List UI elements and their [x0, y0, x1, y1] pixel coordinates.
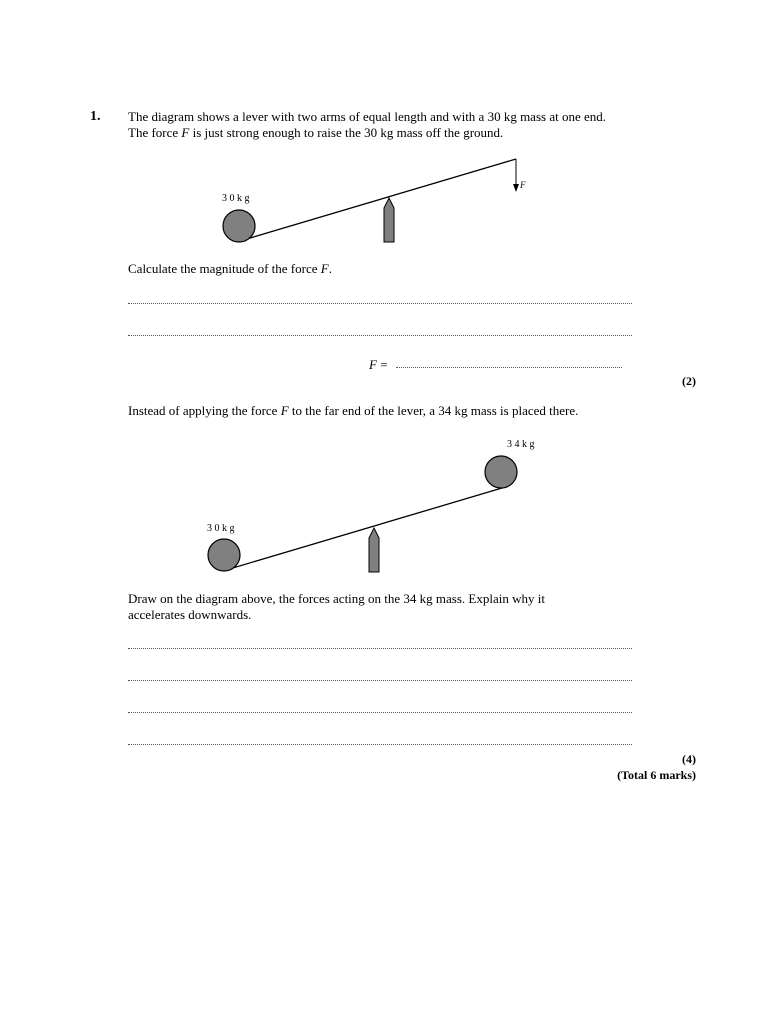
lever-beam [240, 159, 516, 241]
answer-line[interactable] [128, 680, 632, 681]
force-label: F [520, 180, 526, 190]
force-arrow-head [513, 184, 519, 192]
answer-line[interactable] [128, 744, 632, 745]
mass-label-30kg: 3 0 k g [207, 523, 235, 534]
force-variable: F [181, 125, 190, 140]
equals-sign: = [376, 357, 388, 372]
mass-label-30kg: 3 0 k g [222, 193, 250, 204]
intro-text: Instead of applying the force [128, 403, 281, 418]
intro-text: The force [128, 125, 182, 140]
total-marks: (Total 6 marks) [617, 768, 696, 782]
intro-line-1: The diagram shows a lever with two arms of equal length and with a 30 kg mass at one end. [128, 109, 606, 124]
pivot [384, 198, 394, 242]
question-number: 1. [90, 109, 101, 124]
answer-field[interactable] [396, 367, 622, 368]
prompt-line-1: Draw on the diagram above, the forces acting on the 34 kg mass. Explain why it [128, 591, 545, 606]
intro-text-end: to the far end of the lever, a 34 kg mass is placed there. [288, 403, 579, 418]
answer-line[interactable] [128, 335, 632, 336]
answer-line[interactable] [128, 648, 632, 649]
part-b-prompt [128, 591, 688, 623]
force-variable: F [320, 261, 329, 276]
prompt-line-2: accelerates downwards. [128, 607, 252, 622]
pivot [369, 528, 379, 572]
mass-30kg [223, 210, 255, 242]
answer-label [369, 357, 388, 373]
answer-line[interactable] [128, 712, 632, 713]
lever-beam [226, 488, 502, 570]
mass-label-34kg: 3 4 k g [507, 439, 535, 450]
lever-diagram-1 [0, 0, 768, 260]
answer-line[interactable] [128, 303, 632, 304]
force-variable: F [280, 403, 289, 418]
mass-30kg [208, 539, 240, 571]
part-b-intro [128, 403, 578, 419]
part-a-prompt [128, 261, 332, 277]
mass-34kg [485, 456, 517, 488]
marks-part-a: (2) [682, 374, 696, 388]
prompt-text-end: . [328, 261, 332, 276]
intro-text-end: is just strong enough to raise the 30 kg mass off the ground. [189, 125, 504, 140]
lever-diagram-2 [0, 420, 768, 590]
marks-part-b: (4) [682, 752, 696, 766]
force-variable: F [369, 357, 377, 372]
prompt-text: Calculate the magnitude of the force [128, 261, 321, 276]
